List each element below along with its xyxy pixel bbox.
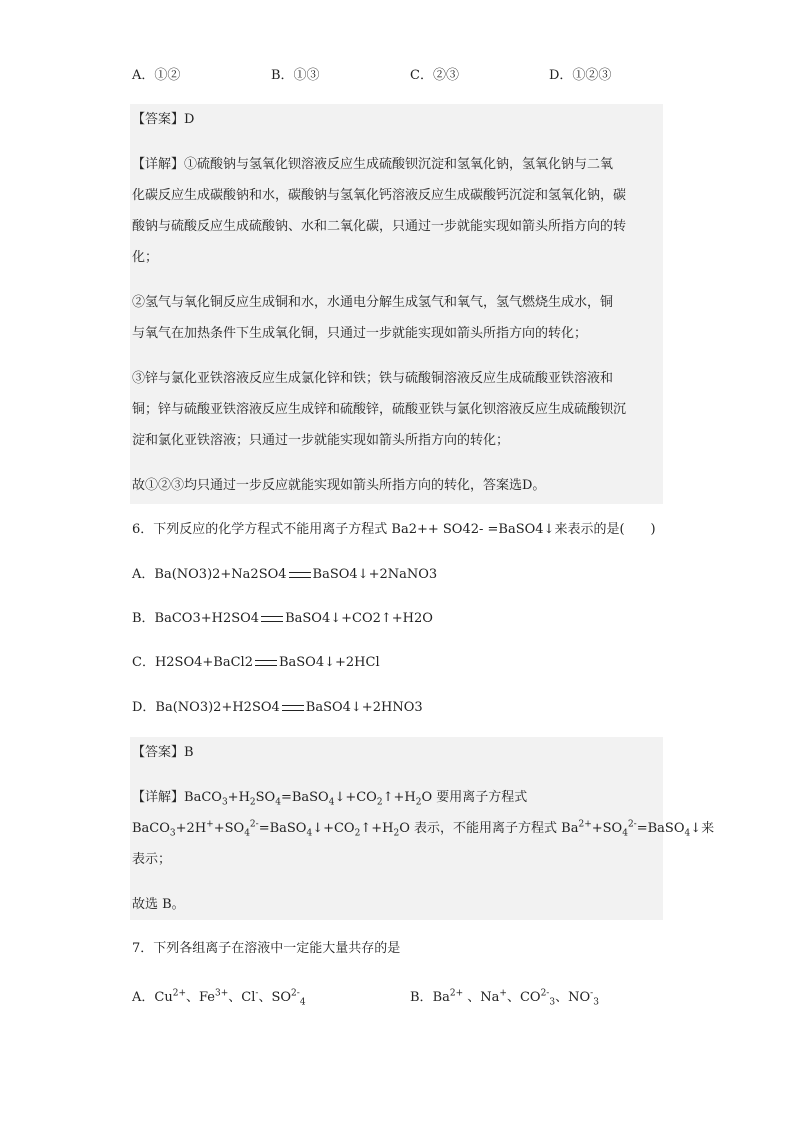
q5-detail-p3-l3: 淀和氯化亚铁溶液；只通过一步就能实现如箭头所指方向的转化； <box>132 433 510 448</box>
equals-sign-icon <box>289 572 311 578</box>
q6-option-b <box>132 609 433 629</box>
q7-option-b-label: B． <box>410 990 433 1005</box>
q5-option-b: B．①③ <box>271 68 320 83</box>
q6-conclusion: 故选 B。 <box>132 897 185 912</box>
q5-option-c: C．②③ <box>410 68 459 83</box>
q6-detail-equation: $BaCO_3+H_2SO_4=BaSO_4↓+CO_2↑+H_2O$ <box>184 790 433 808</box>
q5-detail-p2-l2: 与氧气在加热条件下生成氧化铜，只通过一步就能实现如箭头所指方向的转化； <box>132 326 588 341</box>
q6-detail-l3: 表示； <box>132 852 172 867</box>
q5-option-d: D．①②③ <box>549 68 612 83</box>
q6-option-d-left: D．Ba(NO3)2+H2SO4 <box>132 700 280 715</box>
q7-option-b <box>410 988 599 1008</box>
equals-sign-icon <box>282 705 304 711</box>
q6-answer: 【答案】B <box>132 745 194 760</box>
q5-detail-p1-l2: 化碳反应生成碳酸钠和水，碳酸钠与氢氧化钙溶液反应生成碳酸钙沉淀和氢氧化钠，碳 <box>132 188 627 203</box>
q6-option-b-right: BaSO4↓+CO2↑+H2O <box>285 611 433 626</box>
q5-detail-p2-l1: ②氢气与氧化铜反应生成铜和水，水通电分解生成氢气和氧气，氢气燃烧生成水，铜 <box>132 295 614 310</box>
q6-option-d-right: BaSO4↓+2HNO3 <box>305 700 423 715</box>
q7-stem: 7．下列各组离子在溶液中一定能大量共存的是 <box>132 941 401 956</box>
q6-option-a-left: A．Ba(NO3)2+Na2SO4 <box>132 567 287 582</box>
q5-detail-p1-l1: 【详解】①硫酸钠与氢氧化钡溶液反应生成硫酸钡沉淀和氢氧化钠，氢氧化钠与二氧 <box>132 157 614 172</box>
equals-sign-icon <box>255 660 277 666</box>
equals-sign-icon <box>261 616 283 622</box>
q5-detail-p3-l1: ③锌与氯化亚铁溶液反应生成氯化锌和铁；铁与硫酸铜溶液反应生成硫酸亚铁溶液和 <box>132 371 614 386</box>
q6-option-a-right: BaSO4↓+2NaNO3 <box>312 567 438 582</box>
q5-option-a: A．①② <box>132 68 181 83</box>
q6-option-c-right: BaSO4↓+2HCl <box>278 655 380 670</box>
q6-detail-tail: 要用离子方程式 <box>436 790 528 805</box>
q7-option-a-ions: $Cu^{2+}$、$Fe^{3+}$、Cl-、$SO^{2-}_4$ <box>154 988 306 1008</box>
q6-detail-l2 <box>132 819 714 839</box>
q6-option-c-left: C．H2SO4+BaCl2 <box>132 655 253 670</box>
q6-option-a <box>132 565 437 585</box>
q5-detail-p3-l2: 铜；锌与硫酸亚铁溶液反应生成锌和硫酸锌，硫酸亚铁与氯化钡溶液反应生成硫酸钡沉 <box>132 402 627 417</box>
q6-detail-mid: 表示，不能用离子方程式 <box>414 821 558 836</box>
q6-option-b-left: B．BaCO3+H2SO4 <box>132 611 260 626</box>
q6-ionic-equation: $BaCO_3+2H^++SO_4^{2-}=BaSO_4↓+CO_2↑+H_2O$ <box>132 819 410 839</box>
q5-detail-p1-l4: 化； <box>132 250 159 265</box>
q7-option-a-label: A． <box>132 990 155 1005</box>
q5-answer: 【答案】D <box>132 112 195 127</box>
q6-option-d <box>132 698 423 718</box>
q6-detail-l1 <box>132 788 527 808</box>
q5-detail-p1-l3: 酸钠与硫酸反应生成硫酸钠、水和二氧化碳，只通过一步就能实现如箭头所指方向的转 <box>132 219 627 234</box>
q6-detail-tag: 【详解】 <box>132 790 185 805</box>
q6-net-ionic: $Ba^{2+}+SO_4^{2-}=BaSO_4↓$ <box>561 819 702 839</box>
q6-detail-end: 来 <box>701 821 715 836</box>
q7-option-b-ions: $Ba^{2+}$ 、Na+、$CO^{2-}_3$、$NO^-_3$ <box>432 988 599 1008</box>
q6-stem: 6．下列反应的化学方程式不能用离子方程式 Ba2++ SO42- =BaSO4↓来表示的是( ) <box>132 522 656 537</box>
q5-detail-p4: 故①②③均只通过一步反应就能实现如箭头所指方向的转化，答案选D。 <box>132 478 546 493</box>
q6-option-c <box>132 653 380 673</box>
q7-option-a <box>132 988 306 1008</box>
